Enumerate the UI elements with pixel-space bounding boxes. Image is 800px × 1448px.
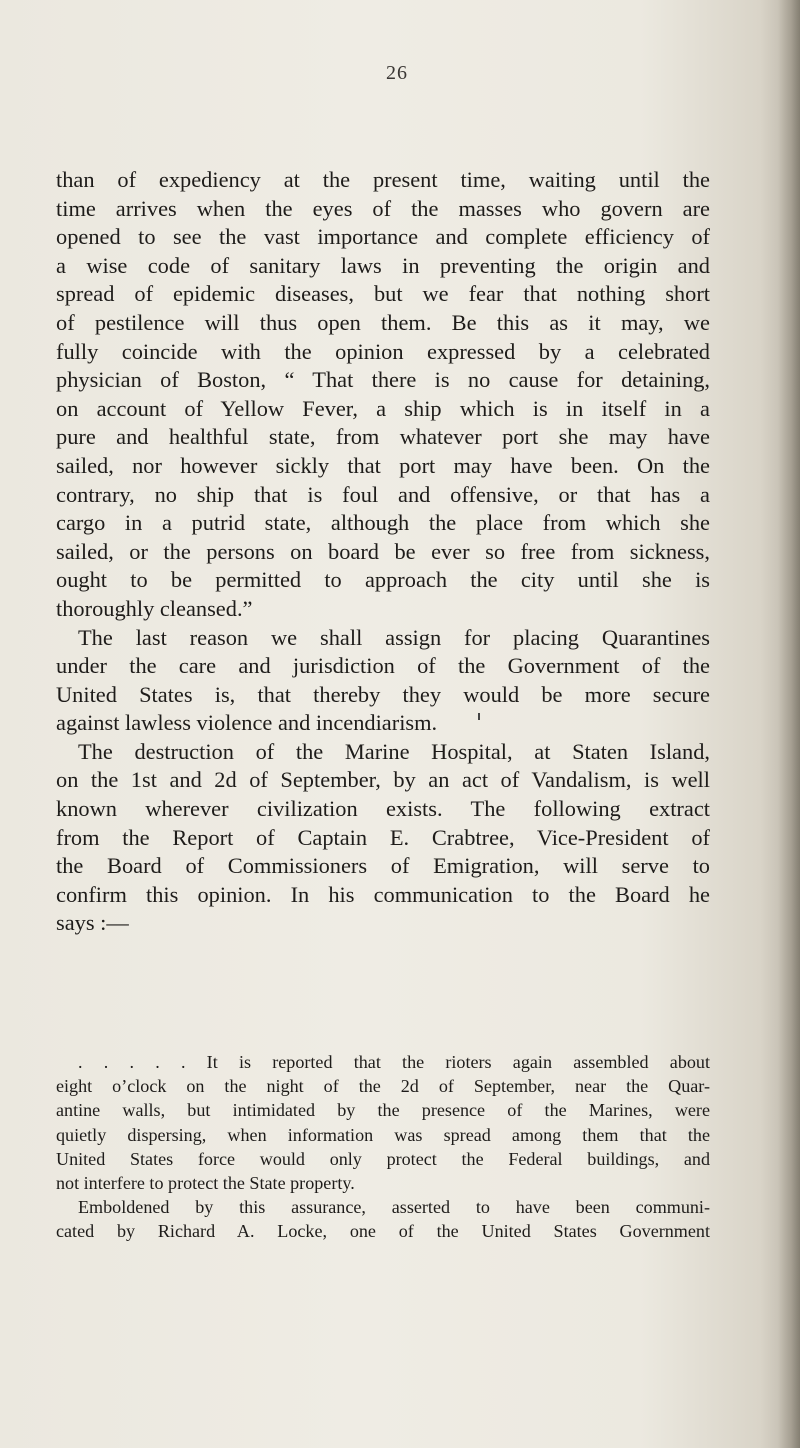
- text-line: physician of Boston, “ That there is no cause for detaining,: [56, 367, 710, 393]
- text-line: on the 1st and 2d of September, by an act of Vandalism, is well: [56, 767, 710, 793]
- text-line: says :—: [56, 910, 129, 936]
- text-line: United States is, that thereby they would be more secure: [56, 681, 710, 707]
- quote-line: cated by Richard A. Locke, one of the United States Government: [56, 1221, 710, 1242]
- block-quote: [56, 1050, 710, 1244]
- text-line: time arrives when the eyes of the masses who govern are: [56, 195, 710, 221]
- text-line: contrary, no ship that is foul and offensive, or that has a: [56, 481, 710, 507]
- quote-line: United States force would only protect the Federal buildings, and: [56, 1148, 710, 1169]
- text-line: on account of Yellow Fever, a ship which is in itself in a: [56, 395, 710, 421]
- quote-line: Emboldened by this assurance, asserted to have been communi-: [78, 1197, 710, 1218]
- paragraph-1: [56, 166, 710, 624]
- text-line: spread of epidemic diseases, but we fear that nothing short: [56, 281, 710, 307]
- quote-line: . . . . . It is reported that the rioters again assembled about: [78, 1052, 710, 1072]
- paragraph-3: [56, 738, 710, 938]
- text-line: opened to see the vast importance and complete efficiency of: [56, 224, 710, 250]
- text-line: the Board of Commissioners of Emigration, will serve to: [56, 853, 710, 879]
- text-line: The destruction of the Marine Hospital, at Staten Island,: [78, 738, 710, 764]
- text-line: than of expediency at the present time, waiting until the: [56, 167, 710, 192]
- text-line: The last reason we shall assign for placing Quarantines: [78, 624, 710, 650]
- stray-print-mark: [478, 713, 480, 720]
- text-line: cargo in a putrid state, although the place from which she: [56, 510, 710, 536]
- paragraph-2: [56, 624, 710, 738]
- text-line: a wise code of sanitary laws in preventing the origin and: [56, 252, 710, 278]
- quote-paragraph-1: [56, 1050, 710, 1195]
- quote-line: antine walls, but intimidated by the presence of the Marines, were: [56, 1100, 710, 1121]
- page-number: 26: [386, 62, 408, 84]
- text-line: pure and healthful state, from whatever port she may have: [56, 424, 710, 450]
- text-line: of pestilence will thus open them. Be this as it may, we: [56, 309, 710, 335]
- text-line: under the care and jurisdiction of the Government of the: [56, 653, 710, 679]
- text-line: thoroughly cleansed.”: [56, 595, 253, 621]
- text-line: known wherever civilization exists. The following extract: [56, 796, 710, 822]
- text-line: fully coincide with the opinion expressed by a celebrated: [56, 338, 710, 364]
- text-line: ought to be permitted to approach the city until she is: [56, 567, 710, 593]
- text-line: sailed, or the persons on board be ever so free from sickness,: [56, 538, 710, 564]
- text-line: confirm this opinion. In his communication to the Board he: [56, 881, 710, 907]
- quote-line: not interfere to protect the State property.: [56, 1173, 355, 1194]
- text-line: sailed, nor however sickly that port may have been. On the: [56, 452, 710, 478]
- text-line: from the Report of Captain E. Crabtree, Vice-President of: [56, 824, 710, 850]
- quote-line: eight o’clock on the night of the 2d of September, near the Quar-: [56, 1076, 710, 1097]
- page-edge-shadow: [778, 0, 800, 1448]
- quote-line: quietly dispersing, when information was spread among them that the: [56, 1124, 710, 1145]
- quote-paragraph-2: [56, 1195, 710, 1243]
- text-line: against lawless violence and incendiarism.: [56, 710, 438, 736]
- body-text: [56, 166, 710, 938]
